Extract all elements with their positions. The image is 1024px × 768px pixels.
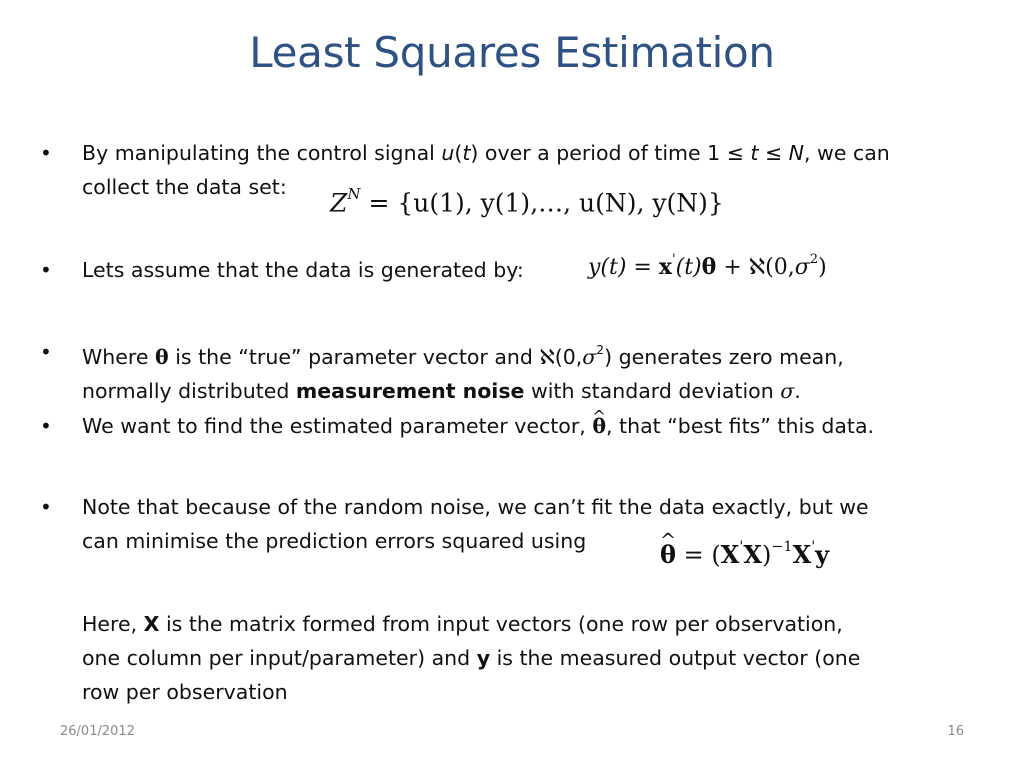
le-symbol: ≤ bbox=[764, 141, 783, 165]
eq-prime: ' bbox=[811, 539, 816, 556]
eq-y: y bbox=[815, 540, 830, 569]
eq-x: x bbox=[658, 254, 672, 280]
bullet-1-segment: ( bbox=[454, 141, 463, 165]
eq-close: ) bbox=[818, 255, 827, 280]
eq-two: 2 bbox=[809, 252, 819, 268]
bullet-3-text bbox=[82, 335, 982, 408]
eq-prime: ' bbox=[739, 539, 744, 556]
aleph-symbol: ℵ bbox=[539, 344, 555, 369]
least-squares-equation bbox=[660, 540, 829, 569]
eq-X: X bbox=[720, 540, 740, 569]
eq-mid: (t) bbox=[675, 255, 702, 280]
bullet-1-segment: ) over a period of time 1 bbox=[470, 141, 727, 165]
eq-var-z: Z bbox=[330, 188, 348, 218]
eq-theta-hat: ^ θ bbox=[660, 540, 676, 569]
bullet-1-segment: , we can bbox=[804, 141, 890, 165]
var-n: N bbox=[782, 141, 805, 165]
bullet-dot: • bbox=[40, 414, 52, 438]
var-u: u bbox=[441, 141, 455, 165]
slide-title: Least Squares Estimation bbox=[249, 28, 775, 77]
eq-close: ) bbox=[761, 541, 772, 569]
page-number: 16 bbox=[947, 724, 964, 739]
le-symbol: ≤ bbox=[726, 141, 744, 165]
para-segment: is the measured output vector (one bbox=[490, 646, 861, 670]
bullet-3-segment: ) generates zero mean, bbox=[604, 344, 844, 369]
theta-hat-symbol: ^ θ bbox=[592, 409, 606, 443]
para-segment: row per observation bbox=[82, 680, 288, 704]
bullet-5-line1: Note that because of the random noise, we can’t fit the data exactly, but we bbox=[82, 495, 869, 519]
bullet-1-segment: By manipulating the control signal bbox=[82, 141, 442, 165]
bold-x: X bbox=[143, 612, 160, 636]
theta-symbol: θ bbox=[154, 344, 169, 369]
bullet-3-segment: (0, bbox=[554, 344, 583, 369]
eq-X: X bbox=[792, 540, 812, 569]
bullet-3-segment: is the “true” parameter vector and bbox=[168, 344, 540, 369]
bullet-5-text bbox=[82, 490, 982, 558]
bullet-dot: • bbox=[40, 141, 52, 165]
eq-X: X bbox=[743, 540, 762, 569]
var-t: t bbox=[743, 141, 765, 165]
bullet-3-segment: . bbox=[794, 378, 801, 403]
bullet-dot: • bbox=[40, 258, 52, 282]
squared: 2 bbox=[596, 342, 605, 357]
bullet-4-text bbox=[82, 409, 982, 443]
bullet-1-line2: collect the data set: bbox=[82, 175, 287, 199]
var-t: t bbox=[462, 141, 471, 165]
bullet-4-segment: , that “best fits” this data. bbox=[606, 414, 875, 438]
para-segment: is the matrix formed from input vectors (one row per observation, bbox=[159, 612, 843, 636]
eq-sigma: σ bbox=[794, 255, 810, 280]
measurement-noise-bold: measurement noise bbox=[295, 378, 525, 403]
eq-inverse: −1 bbox=[771, 539, 793, 556]
eq-lhs: y(t) = bbox=[588, 255, 659, 280]
eq-eq: = ( bbox=[676, 541, 721, 569]
model-equation bbox=[588, 254, 827, 280]
explanation-paragraph bbox=[82, 607, 982, 709]
bullet-4-segment: We want to find the estimated parameter vector, bbox=[82, 414, 593, 438]
bold-y: y bbox=[476, 646, 491, 670]
bullet-3-segment: Where bbox=[82, 344, 155, 369]
eq-rest: = {u(1), y(1),…, u(N), y(N)} bbox=[360, 188, 724, 218]
footer-date: 26/01/2012 bbox=[60, 724, 135, 739]
bullet-3-segment: normally distributed bbox=[82, 378, 296, 403]
bullet-3-segment: with standard deviation bbox=[524, 378, 781, 403]
sigma-symbol: σ bbox=[780, 378, 795, 403]
para-segment: one column per input/parameter) and bbox=[82, 646, 477, 670]
bullet-2-text: Lets assume that the data is generated by: bbox=[82, 258, 524, 282]
eq-plus: + ℵ(0, bbox=[716, 255, 795, 280]
eq-theta: θ bbox=[701, 254, 717, 280]
bullet-dot: • bbox=[40, 340, 52, 364]
eq-sup-n: N bbox=[347, 185, 361, 203]
dataset-equation bbox=[330, 185, 724, 218]
para-segment: Here, bbox=[82, 612, 144, 636]
bullet-dot: • bbox=[40, 495, 52, 519]
eq-prime: ' bbox=[671, 252, 676, 268]
sigma-symbol: σ bbox=[582, 344, 597, 369]
bullet-5-line2: can minimise the prediction errors squared using bbox=[82, 529, 587, 553]
